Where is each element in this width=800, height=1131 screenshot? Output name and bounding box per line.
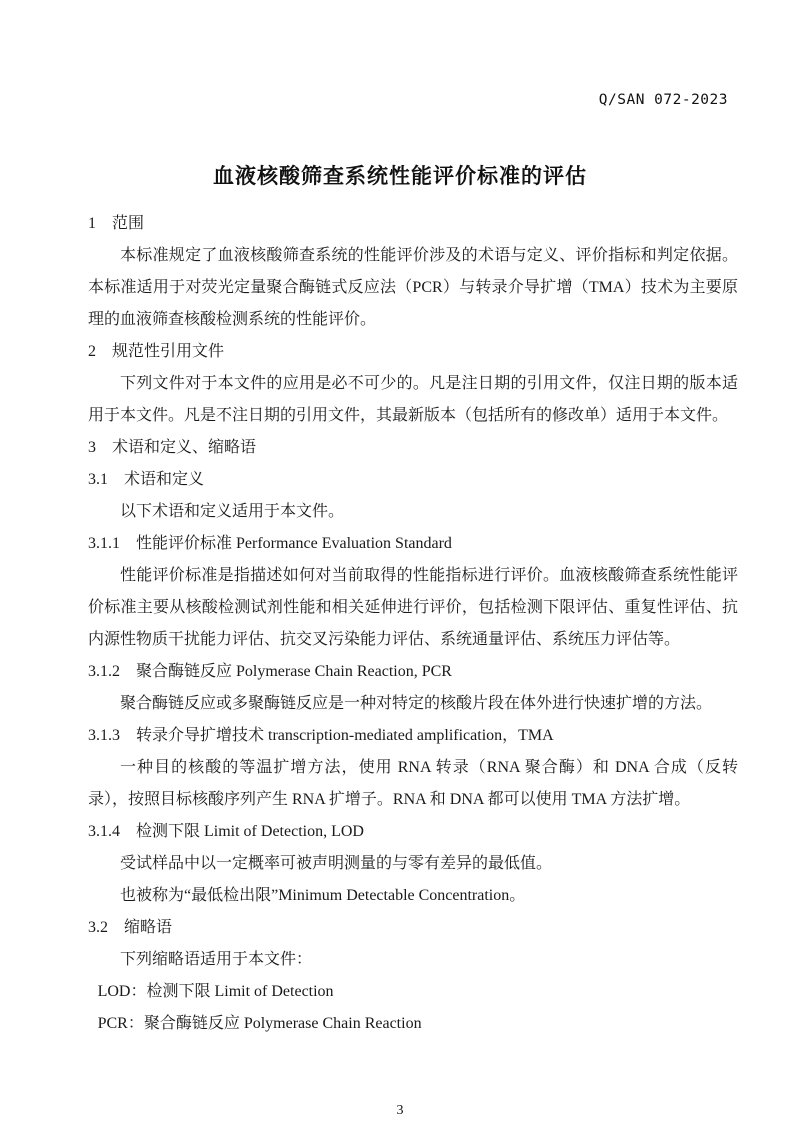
- paragraph-pes-definition: 性能评价标准是指描述如何对当前取得的性能指标进行评价。血液核酸筛查系统性能评价标准主要从核酸检测试剂性能和相关延伸进行评价，包括检测下限评估、重复性评估、抗内源性物质干扰能力评估、抗交叉污染能力评估、系统通量评估、系统压力评估等。: [88, 567, 738, 648]
- document-title: 血液核酸筛查系统性能评价标准的评估: [213, 164, 587, 188]
- subsection-heading-terms: 3.1 术语和定义: [88, 471, 205, 488]
- document-header: [0, 0, 800, 108]
- section-heading-terms: 3 术语和定义、缩略语: [88, 439, 257, 456]
- term-heading-lod: 3.1.4 检测下限 Limit of Detection, LOD: [88, 823, 364, 840]
- page-number: 3: [396, 1103, 404, 1118]
- paragraph-lod-alias: 也被称为“最低检出限”Minimum Detectable Concentration。: [120, 887, 526, 904]
- term-heading-pes: 3.1.1 性能评价标准 Performance Evaluation Standard: [88, 535, 452, 552]
- paragraph-tma-definition: 一种目的核酸的等温扩增方法，使用 RNA 转录（RNA 聚合酶）和 DNA 合成（反转录），按照目标核酸序列产生 RNA 扩增子。RNA 和 DNA 都可以使用 TMA 方法扩增。: [88, 759, 738, 808]
- document-body: [0, 208, 800, 1040]
- term-heading-pcr: 3.1.2 聚合酶链反应 Polymerase Chain Reaction, PCR: [88, 663, 452, 680]
- paragraph-lod-definition: 受试样品中以一定概率可被声明测量的与零有差异的最低值。: [120, 855, 553, 872]
- subsection-heading-abbreviations: 3.2 缩略语: [88, 919, 173, 936]
- paragraph-terms-intro: 以下术语和定义适用于本文件。: [120, 503, 345, 520]
- standard-number: Q/SAN 072-2023: [598, 92, 728, 108]
- paragraph-scope: 本标准规定了血液核酸筛查系统的性能评价涉及的术语与定义、评价指标和判定依据。本标准适用于对荧光定量聚合酶链式反应法（PCR）与转录介导扩增（TMA）技术为主要原理的血液筛查核酸检测系统的性能评价。: [88, 247, 738, 328]
- paragraph-normative-refs: 下列文件对于本文件的应用是必不可少的。凡是注日期的引用文件，仅注日期的版本适用于本文件。凡是不注日期的引用文件，其最新版本（包括所有的修改单）适用于本文件。: [88, 375, 738, 424]
- section-heading-scope: 1 范围: [88, 215, 145, 232]
- abbreviation-item-lod: LOD：检测下限 Limit of Detection: [97, 983, 334, 1000]
- paragraph-pcr-definition: 聚合酶链反应或多聚酶链反应是一种对特定的核酸片段在体外进行快速扩增的方法。: [120, 695, 713, 712]
- abbreviation-item-pcr: PCR：聚合酶链反应 Polymerase Chain Reaction: [97, 1015, 422, 1032]
- term-heading-tma: 3.1.3 转录介导扩增技术 transcription-mediated amplification，TMA: [88, 727, 554, 744]
- section-heading-normative-refs: 2 规范性引用文件: [88, 343, 225, 360]
- paragraph-abbreviations-intro: 下列缩略语适用于本文件：: [120, 951, 313, 968]
